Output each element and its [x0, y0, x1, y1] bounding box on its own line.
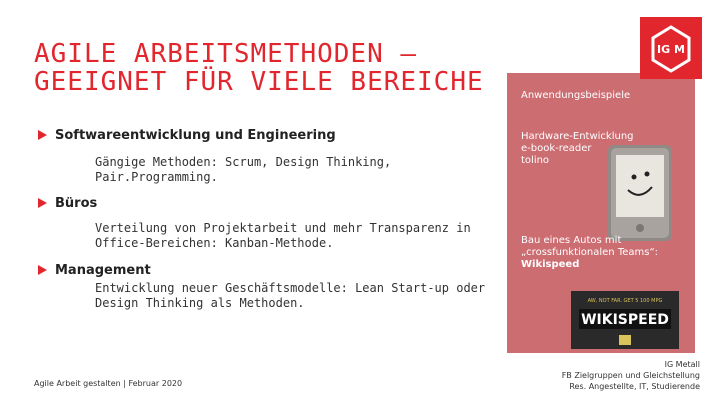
wikispeed-logo: [571, 291, 679, 349]
bullet-software: [38, 128, 336, 143]
bullet-management: [38, 263, 151, 278]
bullet-arrow-icon: [38, 198, 47, 208]
bullet-heading: Softwareentwicklung und Engineering: [55, 128, 336, 143]
bullet-office: [38, 196, 97, 211]
bullet-detail: Entwicklung neuer Geschäftsmodelle: Lean Start-up oder Design Thinking als Methoden.: [95, 281, 486, 310]
bullet-detail: Gängige Methoden: Scrum, Design Thinking, Pair.Programming.: [95, 155, 392, 184]
wikispeed-wordmark: WIKISPEED: [581, 312, 669, 328]
bullet-heading: Büros: [55, 196, 98, 211]
footer-left: Agile Arbeit gestalten | Februar 2020: [34, 379, 183, 388]
ig-metall-logo: [640, 17, 702, 79]
footer-right: IG Metall FB Zielgruppen und Gleichstellung Res. Angestellte, IT, Studierende: [561, 360, 700, 391]
panel-heading: Anwendungsbeispiele: [521, 90, 631, 101]
example-car-name: Wikispeed: [521, 259, 580, 270]
bullet-heading: Management: [55, 263, 151, 278]
bullet-arrow-icon: [38, 130, 47, 140]
example-car: Bau eines Autos mit „crossfunktionalen Teams“:: [521, 235, 659, 258]
logo-letters: IG M: [657, 43, 685, 56]
bullet-detail: Verteilung von Projektarbeit und mehr Transparenz in Office-Bereichen: Kanban-Methode.: [95, 221, 471, 250]
bullet-arrow-icon: [38, 265, 47, 275]
example-hardware: Hardware-Entwicklung e-book-reader tolino: [521, 131, 634, 166]
ebook-reader-image: [602, 143, 678, 243]
examples-panel: [507, 73, 695, 353]
wikispeed-tagline: AW, NOT FAR. GET 5 100 MPG: [587, 298, 663, 304]
slide-title: AGILE ARBEITSMETHODEN – GEEIGNET FÜR VIELE BEREICHE: [34, 39, 484, 97]
